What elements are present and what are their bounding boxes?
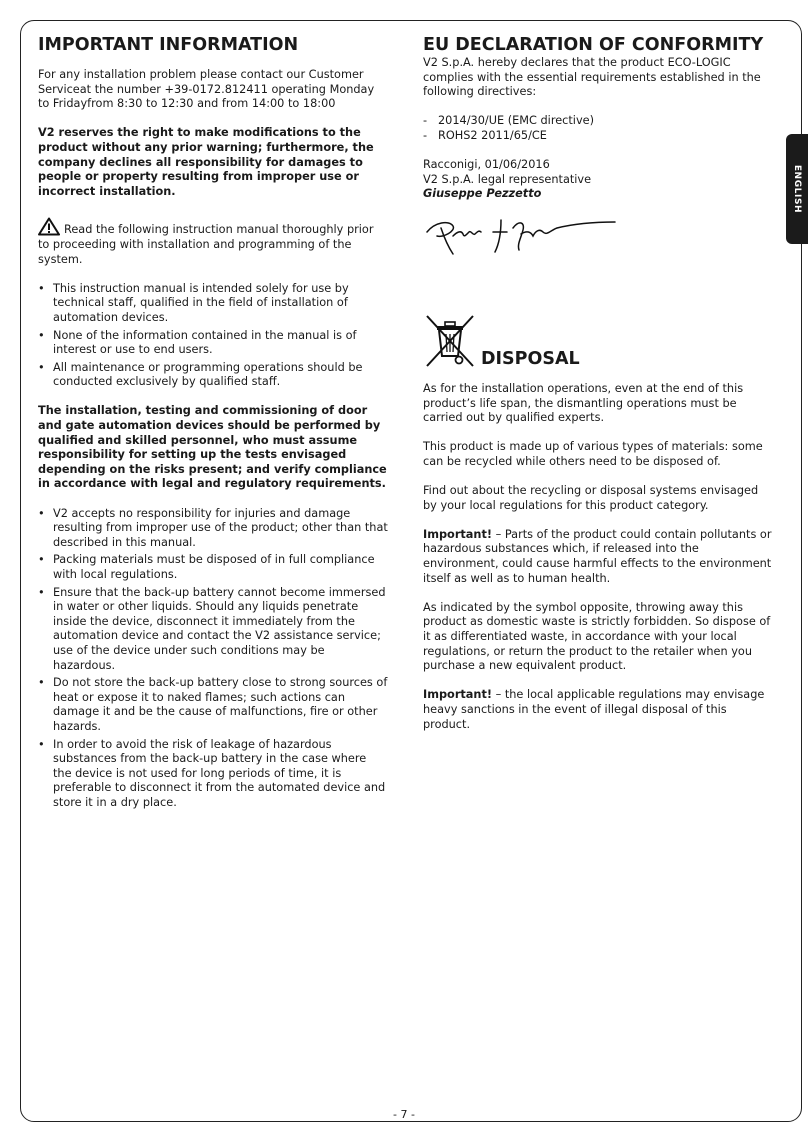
disposal-paragraph: Find out about the recycling or disposal systems envisaged by your local regulations for this product category. xyxy=(423,484,759,512)
disposal-title: DISPOSAL xyxy=(481,348,580,369)
disposal-header xyxy=(423,312,773,370)
disposal-text: – the local applicable regulations may envisage heavy sanctions in the event of illegal disposal of this product. xyxy=(423,688,765,731)
safety-bullet-list xyxy=(38,507,388,811)
warning-triangle-icon xyxy=(38,217,60,236)
list-item: - ROHS2 2011/65/CE xyxy=(423,129,773,144)
disposal-paragraph: This product is made up of various types of materials: some can be recycled while others need to be disposed of. xyxy=(423,440,763,468)
list-item: • Packing materials must be disposed of in full compliance with local regulations. xyxy=(38,553,388,582)
signature-image xyxy=(423,210,623,258)
important-label: Important! xyxy=(423,527,493,541)
warning-paragraph xyxy=(38,217,388,267)
list-item: • All maintenance or programming operations should be conducted exclusively by qualified staff. xyxy=(38,361,388,390)
list-item: • Do not store the back-up battery close to strong sources of heat or expose it to naked flames; such actions can damage it and be the cause of malfunctions, fire or other hazards. xyxy=(38,676,388,734)
disposal-paragraph: As indicated by the symbol opposite, throwing away this product as domestic waste is strictly forbidden. So dispose of it as differentiated waste, in accordance with your local regulations, or return the product to the retailer when you purchase a new equivalent product. xyxy=(423,600,771,673)
list-item: • This instruction manual is intended solely for use by technical staff, qualified in the field of installation of automation devices. xyxy=(38,282,388,326)
conformity-intro: V2 S.p.A. hereby declares that the product ECO-LOGIC complies with the essential requirements established in the following directives: xyxy=(423,56,761,99)
contact-paragraph: For any installation problem please contact our Customer Serviceat the number +39-0172.812411 operating Monday to Fridayfrom 8:30 to 12:30 and from 14:00 to 18:00 xyxy=(38,68,375,111)
place-date: Racconigi, 01/06/2016 xyxy=(423,158,550,172)
disposal-text: – Parts of the product could contain pollutants or hazardous substances which, if released into the environment, could cause harmful effects to the environment itself as well as to human health. xyxy=(423,527,772,585)
important-title: IMPORTANT INFORMATION xyxy=(38,35,299,55)
installation-note: The installation, testing and commissioning of door and gate automation devices should be performed by qualified and skilled personnel, who must assume responsibility for setting up the tests envisaged depending on the risks present; and verify compliance in accordance with legal and regulatory requirements. xyxy=(38,404,387,491)
signer-name: Giuseppe Pezzetto xyxy=(423,187,542,201)
conformity-section xyxy=(423,34,773,747)
rights-paragraph: V2 reserves the right to make modifications to the product without any prior warning; furthermore, the company declines all responsibility for damages to people or property resulting from improper use or incorrect installation. xyxy=(38,126,374,198)
warning-text: Read the following instruction manual thoroughly prior to proceeding with installation and programming of the system. xyxy=(38,223,374,266)
page-number: - 7 - xyxy=(393,1108,415,1121)
representative-role: V2 S.p.A. legal representative xyxy=(423,172,592,186)
language-tab-label: ENGLISH xyxy=(792,164,802,214)
list-item: • None of the information contained in the manual is of interest or use to end users. xyxy=(38,329,388,358)
directive-list xyxy=(423,114,773,143)
audience-bullet-list xyxy=(38,282,388,390)
language-tab xyxy=(786,134,808,244)
disposal-paragraph xyxy=(423,528,773,586)
disposal-paragraph: As for the installation operations, even at the end of this product’s life span, the dismantling operations must be carried out by qualified experts. xyxy=(423,381,744,425)
crossed-out-bin-icon xyxy=(423,312,477,370)
conformity-title: EU DECLARATION OF CONFORMITY xyxy=(423,35,764,55)
list-item: • Ensure that the back-up battery cannot become immersed in water or other liquids. Should any liquids penetrate inside the device, disconnect it immediately from the automation device and contact the V2 assistance service; use of the device under such conditions may be hazardous. xyxy=(38,586,388,674)
important-label: Important! xyxy=(423,688,493,702)
list-item: • In order to avoid the risk of leakage of hazardous substances from the back-up battery in the case where the device is not used for long periods of time, it is preferable to disconnect it from the automated device and store it in a dry place. xyxy=(38,738,388,811)
list-item: • V2 accepts no responsibility for injuries and damage resulting from improper use of the product; other than that described in this manual. xyxy=(38,507,388,551)
important-information-section xyxy=(38,34,388,825)
disposal-section xyxy=(423,382,773,732)
list-item: - 2014/30/UE (EMC directive) xyxy=(423,114,773,129)
disposal-paragraph xyxy=(423,688,773,732)
